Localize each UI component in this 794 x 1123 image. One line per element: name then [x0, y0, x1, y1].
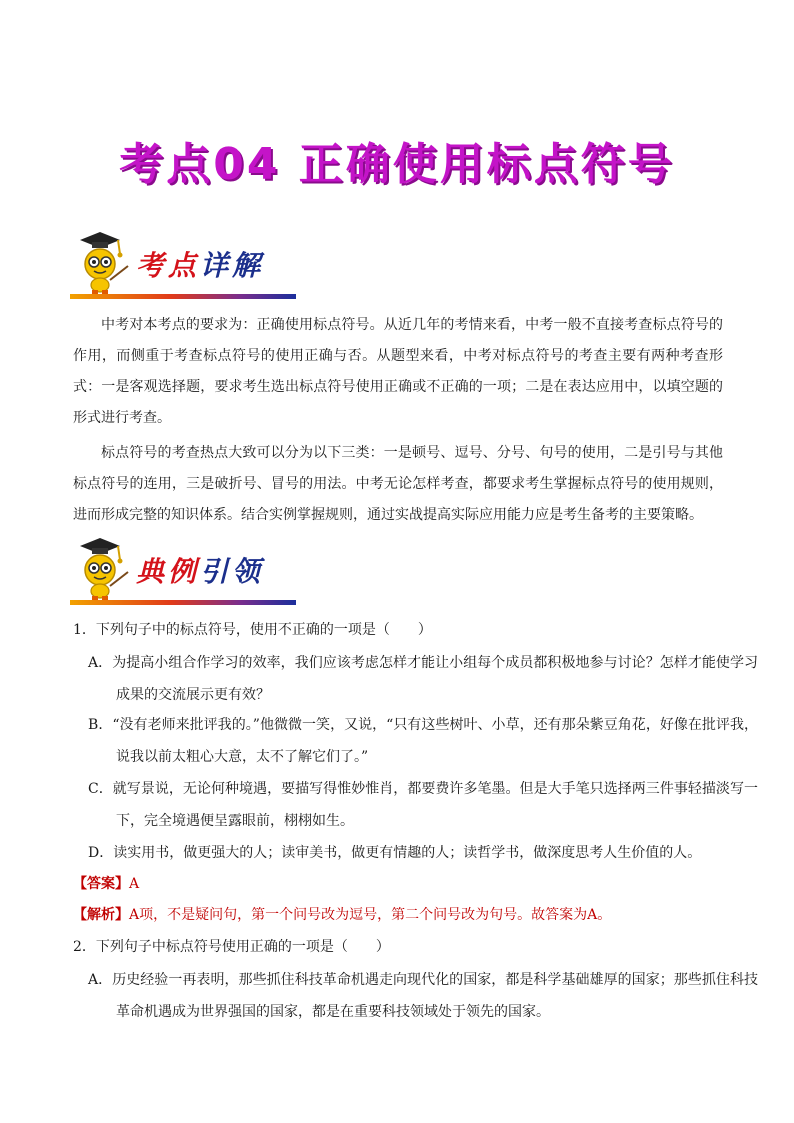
question-1-option-b: B．“没有老师来批评我的。”他微微一笑，又说，“只有这些树叶、小草，还有那朵紫豆角花，好像在批评我，说我以前太粗心大意，太不了解它们了。” — [88, 717, 758, 765]
section-header-kaodian-xiangjie — [70, 230, 296, 300]
intro-paragraph-1: 中考对本考点的要求为：正确使用标点符号。从近几年的考情来看，中考一般不直接考查标点符号的作用，而侧重于考查标点符号的使用正确与否。从题型来看，中考对标点符号的考查主要有两种考查形式：一是客观选择题，要求考生选出标点符号使用正确或不正确的一项；二是在表达应用中，以填空题的形式进行考查。 — [73, 317, 723, 426]
question-1-option-d: D．读实用书，做更强大的人；读审美书，做更有情趣的人；读哲学书，做深度思考人生价值的人。 — [88, 845, 702, 861]
question-1-option-c: C．就写景说，无论何种境遇，要描写得惟妙惟肖，都要费许多笔墨。但是大手笔只选择两三件事轻描淡写一下，完全境遇便呈露眼前，栩栩如生。 — [88, 781, 758, 829]
page-title: 考点04 正确使用标点符号 — [119, 139, 675, 190]
answer-value: A — [129, 876, 140, 892]
section-header-red-text: 典例 — [136, 555, 201, 588]
analysis-tag: 【解析】 — [73, 907, 129, 923]
question-1-analysis — [73, 900, 729, 931]
question-1-answer — [73, 869, 729, 900]
section-header-bar — [70, 294, 296, 299]
scholar-mascot-icon — [70, 230, 134, 296]
question-2-option-a: A．历史经验一再表明，那些抓住科技革命机遇走向现代化的国家，都是科学基础雄厚的国家；那些抓住科技革命机遇成为世界强国的国家，都是在重要科技领域处于领先的国家。 — [88, 972, 758, 1020]
section-header-red-text: 考点 — [136, 249, 201, 282]
question-2-stem: 2．下列句子中标点符号使用正确的一项是（ ） — [73, 939, 390, 955]
intro-paragraph-2: 标点符号的考查热点大致可以分为以下三类：一是顿号、逗号、分号、句号的使用，二是引号与其他标点符号的连用，三是破折号、冒号的用法。中考无论怎样考查，都要求考生掌握标点符号的使用规则，进而形成完整的知识体系。结合实例掌握规则，通过实战提高实际应用能力应是考生备考的主要策略。 — [73, 445, 723, 523]
section-header-dianli-yinling — [70, 536, 296, 606]
question-1-option-a: A．为提高小组合作学习的效率，我们应该考虑怎样才能让小组每个成员都积极地参与讨论？怎样才能使学习成果的交流展示更有效？ — [88, 655, 758, 703]
analysis-text: A项，不是疑问句，第一个问号改为逗号，第二个问号改为句号。故答案为A。 — [129, 907, 612, 923]
section-header-blue-text: 详解 — [200, 249, 265, 282]
scholar-mascot-icon — [70, 536, 134, 602]
question-1-stem: 1．下列句子中的标点符号，使用不正确的一项是（ ） — [73, 622, 432, 638]
section-header-bar — [70, 600, 296, 605]
section-header-blue-text: 引领 — [200, 555, 265, 588]
answer-tag: 【答案】 — [73, 876, 129, 892]
